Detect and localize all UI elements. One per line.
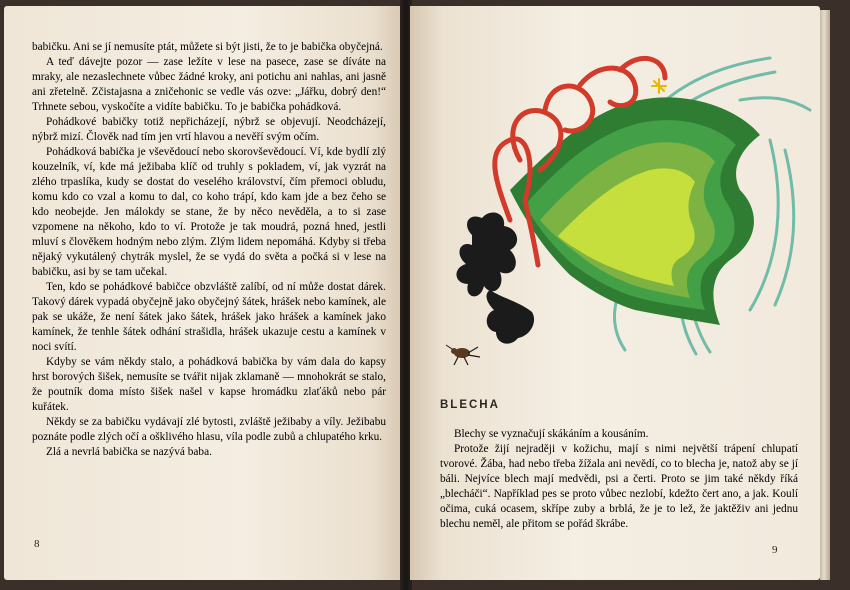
paragraph: Blechy se vyznačují skákáním a kousáním. [454, 428, 649, 440]
paragraph: babičku. Ani se jí nemusíte ptát, můžete si být jisti, že to je babička obyčejná. [32, 41, 383, 53]
paragraph: Ten, kdo se pohádkové babičce obzvláště zalíbí, od ní může dostat dárek. Takový dárek vypadá obyčejně jako obyčejný šátek, hrášek nebo kamínek, ale pak se ukáže, že není šátek jako šátek, hrášek jako hrášek a kamínek jako kamínek, že tenhle šátek odhání strašidla, hrášek ukazuje cestu a kamínek v noci svítí. [32, 281, 386, 353]
right-page-text [440, 427, 798, 532]
page-edge [820, 10, 830, 580]
flea-icon [446, 345, 480, 365]
section-heading: BLECHA [440, 399, 500, 411]
paragraph: A teď dávejte pozor — zase ležíte v lese na pasece, zase se díváte na mraky, ale nezaslechnete vůbec žádné kroky, ani potichu ani nahlas, ani jasně ani zřetelně. Zčistajasna a zničehonic se vedle vás ozve: „Jářku, dobrý den!“ Trhnete sebou, vyskočíte a vidíte babičku. To je babička pohádková. [32, 56, 386, 113]
paragraph: Zlá a nevrlá babička se nazývá baba. [46, 446, 212, 458]
flea-illustration [440, 40, 820, 385]
sparkle-icon [652, 79, 666, 93]
paragraph: Někdy se za babičku vydávají zlé bytosti, zvláště ježibaby a víly. Ježibabu poznáte podle zlých očí a ošklivého hlasu, víla podle zubů a chlupatého krku. [32, 416, 386, 443]
black-blot [456, 212, 534, 343]
paragraph: Pohádková babička je vševědoucí nebo skorovševědoucí. Ví, kde bydlí zlý kouzelník, ví, kde má ježibaba klíč od truhly s pokladem, ví, jak vyzrát na zlého trpaslíka, kudy se dostat do veselého království, čím přemoci obludu, komu kdo co vzal a komu to dal, co koho trápí, kdo kam jde a bez čeho se kdo neobejde. Jen málokdy se stane, že by něco nevěděla, a to si zase vzpomene na někoho, kdo to ví. Protože je tak moudrá, pozná hned, jestli mluví s člověkem hodným nebo zlým. Zlým lidem nepomáhá. Kdyby si třeba nějaký vykutálený chytrák myslel, že se vydá do světa a počká si v lese na babičku, asi by se tam učekal. [32, 146, 386, 278]
paragraph: Protože žijí nejraději v kožichu, mají s nimi největší trápení chlupatí tvorové. Žába, had nebo třeba žížala ani nevědí, co to blecha je, natož aby se jí báli. Nejvíce blech mají medvědi, psi a čerti. Proto se jim také někdy říká „blecháči“. Například pes se proto vůbec nezlobí, kdežto čert ano, a jak. Koulí očima, cuká ocasem, skřípe zuby a brblá, že je to lež, že jaktěživ ani jednu blechu neměl, ale přitom se pořád škrábe. [440, 443, 798, 530]
page-number-right: 9 [772, 544, 778, 556]
paragraph: Pohádkové babičky totiž nepřicházejí, nýbrž se objevují. Neodcházejí, nýbrž mizí. Člověk nad tím jen vrtí hlavou a nevěří svým očím. [32, 116, 386, 143]
left-page-text [32, 40, 386, 460]
page-number-left: 8 [34, 538, 40, 550]
paragraph: Kdyby se vám někdy stalo, a pohádková babička by vám dala do kapsy hrst borových šišek, nemusíte se tvářit nijak zklamaně — mnohokrát se stalo, že poutník doma místo šišek našel v kapse hromádku zlaťáků nebo pár kuřátek. [32, 356, 386, 413]
